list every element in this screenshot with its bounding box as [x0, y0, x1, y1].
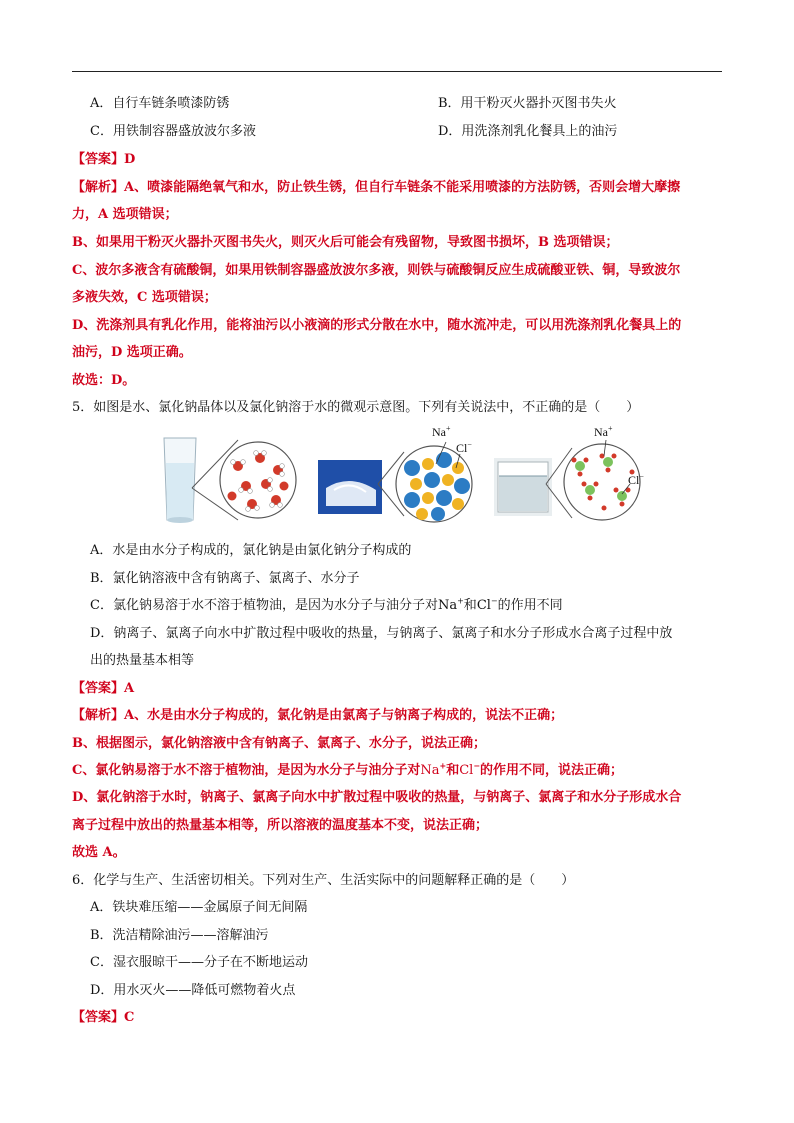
fig-na-text-2: Na — [594, 425, 608, 439]
q5-stem: 5．如图是水、氯化钠晶体以及氯化钠溶于水的微观示意图。下列有关说法中，不正确的是（ ） — [72, 400, 640, 415]
q5-option-c-post: 的作用不同 — [497, 598, 563, 613]
na-charge: + — [439, 760, 447, 771]
q4-answer — [72, 152, 135, 168]
q4-option-a: A．自行车链条喷漆防锈 — [90, 96, 230, 111]
q5-analysis-line-2: B、根据图示，氯化钠溶液中含有钠离子、氯离子、水分子，说法正确； — [72, 736, 486, 751]
analysis-label: 【解析】 — [72, 180, 125, 195]
answer-label: 【答案】 — [72, 1010, 125, 1025]
q4-analysis-line-7: 油污，D 选项正确。 — [72, 345, 192, 360]
q5-analysis-line-4: D、氯化钠溶于水时，钠离子、氯离子向水中扩散过程中吸收的热量，与钠离子、氯离子和水分子形成水合 — [72, 790, 682, 805]
q5-analysis-line-1 — [72, 708, 563, 724]
q6-answer — [72, 1010, 134, 1026]
q5-option-c-and: 和 — [463, 598, 477, 613]
q5-option-b: B．氯化钠溶液中含有钠离子、氯离子、水分子 — [90, 571, 360, 586]
fig-na-label-2 — [594, 424, 613, 439]
analysis-3-pre: C、氯化钠易溶于水不溶于植物油，是因为水分子与油分子对 — [72, 763, 421, 778]
answer-value: D — [124, 152, 136, 167]
na-charge: + — [457, 596, 464, 606]
q5-option-c — [90, 598, 563, 614]
q4-analysis-line-4: C、波尔多液含有硫酸铜，如果用铁制容器盛放波尔多液，则铁与硫酸铜反应生成硫酸亚铁、铜，导致波尔 — [72, 263, 681, 278]
micro-diagram — [160, 418, 650, 526]
q4-option-row-2 — [90, 124, 618, 140]
fig-cl-label-1 — [456, 440, 472, 455]
analysis-label: 【解析】 — [72, 708, 125, 723]
q5-figure — [160, 418, 650, 526]
q4-analysis-line-5: 多液失效，C 选项错误； — [72, 290, 217, 305]
analysis-text: A、水是由水分子构成的，氯化钠是由氯离子与钠离子构成的，说法不正确； — [124, 708, 564, 723]
cl-charge: − — [490, 596, 498, 606]
na-ion: Na — [437, 598, 458, 613]
q4-option-c: C．用铁制容器盛放波尔多液 — [90, 124, 256, 139]
fig-cl-label-2 — [628, 472, 644, 487]
q6-stem: 6．化学与生产、生活密切相关。下列对生产、生活实际中的问题解释正确的是（ ） — [72, 873, 575, 888]
cl-ion: Cl — [459, 763, 474, 778]
fig-cl-charge-1: − — [467, 440, 472, 449]
answer-value: C — [124, 1010, 135, 1025]
q4-option-row-1 — [90, 96, 617, 112]
na-ion: Na — [420, 763, 440, 778]
cl-charge: − — [473, 760, 481, 771]
q4-analysis-line-6: D、洗涤剂具有乳化作用，能将油污以小液滴的形式分散在水中，随水流冲走，可以用洗涤剂乳化餐具上的 — [72, 318, 682, 333]
q5-analysis-line-5: 离子过程中放出的热量基本相等，所以溶液的温度基本不变，说法正确； — [72, 818, 489, 833]
q4-option-d: D．用洗涤剂乳化餐具上的油污 — [438, 124, 618, 139]
cl-ion: Cl — [476, 598, 491, 613]
fig-na-label-1 — [432, 424, 451, 439]
fig-na-charge-1: + — [446, 424, 451, 433]
header-rule — [72, 71, 722, 72]
analysis-text: A、喷漆能隔绝氧气和水，防止铁生锈，但自行车链条不能采用喷漆的方法防锈，否则会增大摩擦 — [124, 180, 681, 195]
fig-cl-text-1: Cl — [456, 441, 468, 455]
water-glass-image — [164, 438, 196, 523]
q5-option-c-pre: C．氯化钠易溶于水不溶于植物油，是因为水分子与油分子对 — [90, 598, 438, 613]
fig-na-charge-2: + — [608, 424, 613, 433]
q5-analysis-line-3 — [72, 760, 624, 779]
q4-analysis-line-2: 力，A 选项错误； — [72, 207, 178, 222]
fig-na-text-1: Na — [432, 425, 446, 439]
analysis-3-and: 和 — [446, 763, 460, 778]
water-molecules-circle — [220, 442, 296, 518]
q6-option-a: A．铁块难压缩——金属原子间无间隔 — [90, 900, 308, 915]
salt-crystal-photo — [318, 460, 382, 514]
q4-option-b: B．用干粉灭火器扑灭图书失火 — [438, 96, 617, 111]
fig-cl-charge-2: − — [639, 472, 644, 481]
q5-analysis-line-6: 故选 A。 — [72, 845, 126, 860]
q5-option-a: A．水是由水分子构成的，氯化钠是由氯化钠分子构成的 — [90, 543, 412, 558]
fig-cl-text-2: Cl — [628, 473, 640, 487]
q6-option-b: B．洗洁精除油污——溶解油污 — [90, 928, 269, 943]
q6-option-d: D．用水灭火——降低可燃物着火点 — [90, 983, 296, 998]
analysis-3-post: 的作用不同，说法正确； — [480, 763, 624, 778]
q5-option-d-line-1: D．钠离子、氯离子向水中扩散过程中吸收的热量，与钠离子、氯离子和水分子形成水合离子过程中放 — [90, 626, 673, 641]
answer-label: 【答案】 — [72, 681, 125, 696]
answer-value: A — [124, 681, 135, 696]
q6-option-c: C．湿衣服晾干——分子在不断地运动 — [90, 955, 308, 970]
q5-answer — [72, 681, 134, 697]
q4-analysis-line-8: 故选：D。 — [72, 373, 136, 388]
q5-option-d-line-2: 出的热量基本相等 — [90, 653, 195, 668]
beaker-solution-photo — [494, 458, 552, 516]
q4-analysis-line-3: B、如果用干粉灭火器扑灭图书失火，则灭火后可能会有残留物，导致图书损坏，B 选项错误； — [72, 235, 619, 250]
answer-label: 【答案】 — [72, 152, 125, 167]
q4-analysis-line-1 — [72, 180, 680, 196]
nacl-lattice-circle — [396, 446, 472, 522]
